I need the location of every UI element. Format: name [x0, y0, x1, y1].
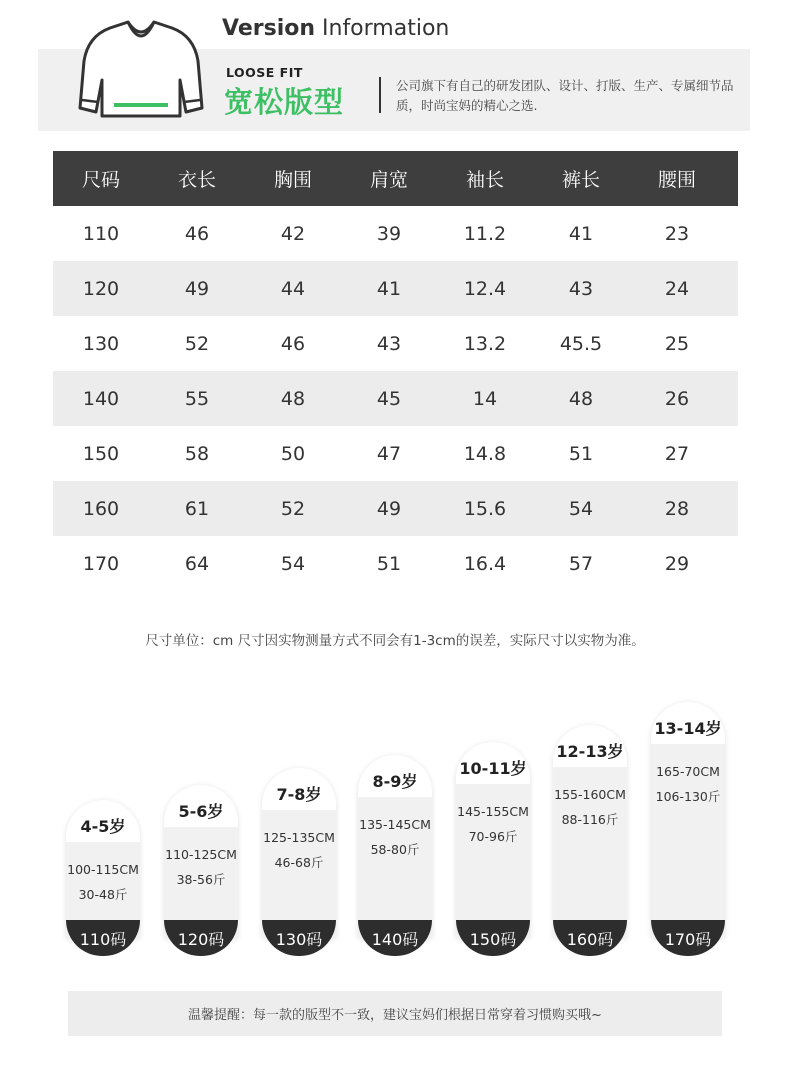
size-card-age: 8-9岁	[372, 772, 418, 791]
table-header-cell: 胸围	[273, 169, 312, 191]
size-card-label: 150码	[456, 920, 530, 956]
table-cell: 64	[184, 552, 210, 575]
size-card	[553, 725, 627, 949]
table-cell: 51	[568, 442, 594, 465]
table-cell: 46	[184, 222, 210, 245]
fit-label-cn: 宽松版型	[224, 85, 345, 119]
fit-description: 公司旗下有自己的研发团队、设计、打版、生产、专属细节品质，时尚宝妈的精心之选.	[396, 78, 734, 113]
size-card-label: 170码	[651, 920, 725, 956]
table-cell: 12.4	[463, 277, 507, 300]
table-cell: 28	[664, 497, 690, 520]
size-card-height: 135-145CM	[359, 817, 431, 832]
table-cell: 16.4	[463, 552, 507, 575]
table-cell: 58	[184, 442, 210, 465]
table-cell: 54	[568, 497, 594, 520]
table-cell: 41	[376, 277, 402, 300]
table-cell: 160	[82, 497, 120, 520]
size-card-weight: 70-96斤	[468, 829, 518, 844]
size-card	[651, 702, 725, 949]
table-cell: 48	[568, 387, 594, 410]
table-cell: 24	[664, 277, 690, 300]
table-cell: 27	[664, 442, 690, 465]
table-cell: 55	[184, 387, 210, 410]
table-header-cell: 肩宽	[369, 169, 408, 191]
size-card-age: 5-6岁	[178, 802, 224, 821]
table-cell: 130	[82, 332, 120, 355]
table-cell: 110	[82, 222, 120, 245]
size-card-age: 4-5岁	[80, 817, 126, 836]
table-cell: 43	[568, 277, 594, 300]
size-card-label: 160码	[553, 920, 627, 956]
size-card-height: 145-155CM	[457, 804, 529, 819]
size-card-height: 165-70CM	[656, 764, 720, 779]
table-cell: 42	[280, 222, 306, 245]
table-cell: 150	[82, 442, 120, 465]
size-card-height: 100-115CM	[67, 862, 139, 877]
table-cell: 45.5	[559, 332, 603, 355]
size-card	[456, 742, 530, 949]
size-card-age: 10-11岁	[459, 759, 527, 778]
table-header-cell: 尺码	[81, 169, 120, 191]
table-cell: 39	[376, 222, 402, 245]
size-card-weight: 88-116斤	[561, 812, 619, 827]
size-card-label: 110码	[66, 920, 140, 956]
table-cell: 49	[184, 277, 210, 300]
table-cell: 44	[280, 277, 306, 300]
size-card-height: 155-160CM	[554, 787, 626, 802]
size-card-label: 140码	[358, 920, 432, 956]
table-header-cell: 衣长	[177, 169, 216, 191]
table-header-cell: 裤长	[561, 169, 600, 191]
size-card-height: 125-135CM	[263, 830, 335, 845]
size-card	[66, 800, 140, 949]
unit-note: 尺寸单位：cm 尺寸因实物测量方式不同会有1-3cm的误差，实际尺寸以实物为准。	[145, 633, 645, 649]
table-header-cell: 腰围	[657, 169, 696, 191]
version-title-rest: Information	[315, 16, 450, 41]
size-card-weight: 30-48斤	[78, 887, 128, 902]
table-cell: 52	[280, 497, 306, 520]
size-card-weight: 46-68斤	[274, 855, 324, 870]
size-card-label: 120码	[164, 920, 238, 956]
table-cell: 54	[280, 552, 306, 575]
table-cell: 47	[376, 442, 402, 465]
size-card-label: 130码	[262, 920, 336, 956]
table-cell: 11.2	[463, 222, 507, 245]
table-cell: 45	[376, 387, 402, 410]
table-header-cell: 袖长	[465, 169, 504, 191]
tip-band	[68, 991, 722, 1036]
size-card-height: 110-125CM	[165, 847, 237, 862]
fit-label-en: LOOSE FIT	[226, 65, 303, 80]
tip-text: 温馨提醒：每一款的版型不一致，建议宝妈们根据日常穿着习惯购买哦~	[188, 1008, 602, 1023]
table-cell: 140	[82, 387, 120, 410]
table-cell: 29	[664, 552, 690, 575]
size-card-weight: 106-130斤	[655, 789, 721, 804]
table-cell: 43	[376, 332, 402, 355]
table-cell: 14	[472, 387, 498, 410]
table-cell: 52	[184, 332, 210, 355]
table-cell: 120	[82, 277, 120, 300]
size-card-weight: 38-56斤	[176, 872, 226, 887]
table-cell: 23	[664, 222, 690, 245]
size-card-weight: 58-80斤	[370, 842, 420, 857]
table-cell: 61	[184, 497, 210, 520]
table-cell: 50	[280, 442, 306, 465]
table-cell: 170	[82, 552, 120, 575]
size-card	[262, 768, 336, 949]
version-title-bold: Version	[222, 16, 316, 41]
table-cell: 26	[664, 387, 690, 410]
table-cell: 13.2	[463, 332, 507, 355]
table-cell: 48	[280, 387, 306, 410]
size-card-age: 12-13岁	[556, 742, 624, 761]
table-cell: 14.8	[463, 442, 507, 465]
table-cell: 49	[376, 497, 402, 520]
table-cell: 57	[568, 552, 594, 575]
size-card	[358, 755, 432, 949]
table-cell: 51	[376, 552, 402, 575]
table-cell: 46	[280, 332, 306, 355]
table-cell: 41	[568, 222, 594, 245]
size-card-age: 13-14岁	[654, 719, 722, 738]
size-card	[164, 785, 238, 949]
table-cell: 15.6	[463, 497, 507, 520]
table-cell: 25	[664, 332, 690, 355]
size-card-age: 7-8岁	[276, 785, 322, 804]
